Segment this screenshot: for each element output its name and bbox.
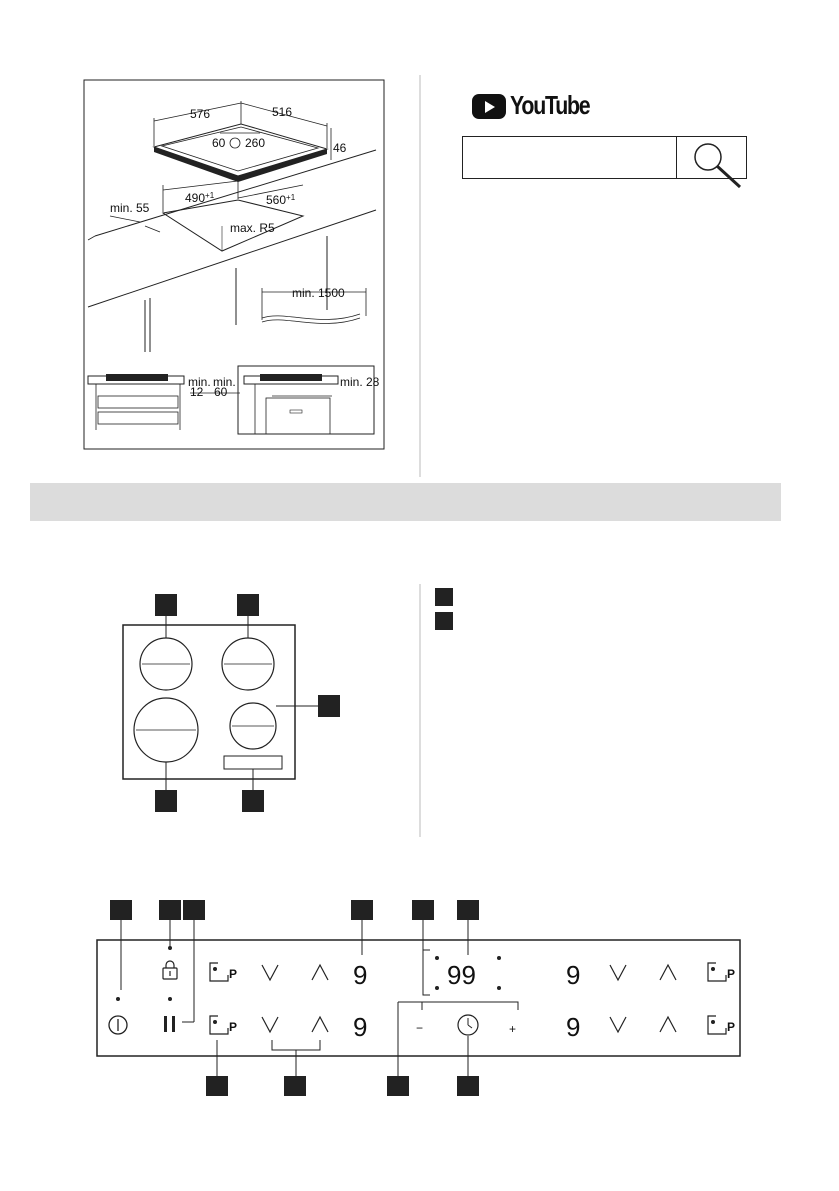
pause-indicator-dot: [168, 997, 172, 1001]
lock-button[interactable]: [163, 961, 177, 979]
search-input[interactable]: [462, 136, 676, 179]
min-edge-label: min. 55: [110, 201, 150, 215]
power-level-display-left-top: 9: [353, 960, 368, 990]
dim-height-label: 46: [333, 141, 347, 155]
power-level-display-right-top: 9: [566, 960, 581, 990]
timer-minus-button[interactable]: −: [416, 1021, 424, 1035]
chevron-down-icon[interactable]: [262, 1017, 278, 1032]
youtube-logo-text: YouTube: [510, 90, 590, 120]
chevron-up-icon[interactable]: [660, 965, 676, 980]
timer-indicator-dot: [435, 986, 439, 990]
power-level-display-right-bottom: 9: [566, 1012, 581, 1042]
timer-indicator-dot: [435, 956, 439, 960]
bridge-p-label: P: [727, 1020, 736, 1034]
power-indicator-dot: [116, 997, 120, 1001]
detail-12-label: 12: [190, 385, 204, 399]
chevron-down-icon[interactable]: [262, 965, 278, 980]
timer-display: 99: [447, 960, 476, 990]
callout-marker: [318, 695, 340, 717]
legend-marker: [435, 588, 453, 606]
chevron-up-icon[interactable]: [312, 965, 328, 980]
connection-symbol-icon: [230, 138, 240, 148]
detail-min28-label: min. 28: [340, 375, 380, 389]
bridge-button-left-bottom[interactable]: [210, 1016, 237, 1034]
callout-marker: [155, 594, 177, 616]
cutout-depth-label: $560^{+1}$: [266, 193, 296, 207]
bridge-button-left-top[interactable]: [210, 963, 237, 981]
dim-offset-left-label: 60: [212, 136, 226, 150]
detail-min-label-1: min.: [188, 375, 211, 389]
max-radius-label: max. R5: [230, 221, 275, 235]
chevron-down-icon[interactable]: [610, 1017, 626, 1032]
callout-marker: [155, 790, 177, 812]
cutout-width-label: $490^{+1}$: [185, 191, 215, 205]
callout-marker: [237, 594, 259, 616]
pause-icon: [164, 1016, 167, 1032]
search-button[interactable]: [676, 136, 747, 179]
installation-frame: [84, 80, 384, 449]
chevron-up-icon[interactable]: [660, 1017, 676, 1032]
legend-marker: [435, 612, 453, 630]
timer-button[interactable]: [458, 1015, 478, 1035]
hob-side-edge: [238, 149, 327, 182]
control-panel-area: [224, 756, 282, 769]
dim-width-label: 576: [190, 107, 211, 121]
bridge-p-label: P: [229, 1020, 238, 1034]
control-panel-outline: [97, 940, 740, 1056]
bridge-button-right-top[interactable]: [708, 963, 735, 981]
control-panel-diagram: [97, 900, 740, 1096]
callout-marker: [242, 790, 264, 812]
pause-button[interactable]: [164, 1016, 175, 1032]
power-level-display-left-bottom: 9: [353, 1012, 368, 1042]
installation-diagram: [84, 80, 384, 449]
lock-indicator-dot: [168, 946, 172, 950]
detail-min-label-2: min.: [213, 375, 236, 389]
chevron-down-icon[interactable]: [610, 965, 626, 980]
detail-60-label: 60: [214, 385, 228, 399]
bridge-p-label: P: [727, 967, 736, 981]
hob-front-edge: [154, 147, 238, 182]
chevron-up-icon[interactable]: [312, 1017, 328, 1032]
cooking-surface-diagram: [123, 594, 340, 812]
dim-depth-label: 516: [272, 105, 293, 119]
dim-offset-right-label: 260: [245, 136, 266, 150]
hob-top-outline: [154, 124, 327, 176]
bridge-p-label: P: [229, 967, 238, 981]
power-button[interactable]: [109, 1016, 127, 1034]
play-icon: [472, 94, 506, 119]
section-heading-bar: [30, 483, 781, 521]
timer-plus-button[interactable]: +: [509, 1022, 517, 1036]
bridge-button-right-bottom[interactable]: [708, 1016, 735, 1034]
cable-length-label: min. 1500: [292, 286, 345, 300]
youtube-logo[interactable]: [472, 90, 592, 121]
timer-indicator-dot: [497, 956, 501, 960]
timer-indicator-dot: [497, 986, 501, 990]
